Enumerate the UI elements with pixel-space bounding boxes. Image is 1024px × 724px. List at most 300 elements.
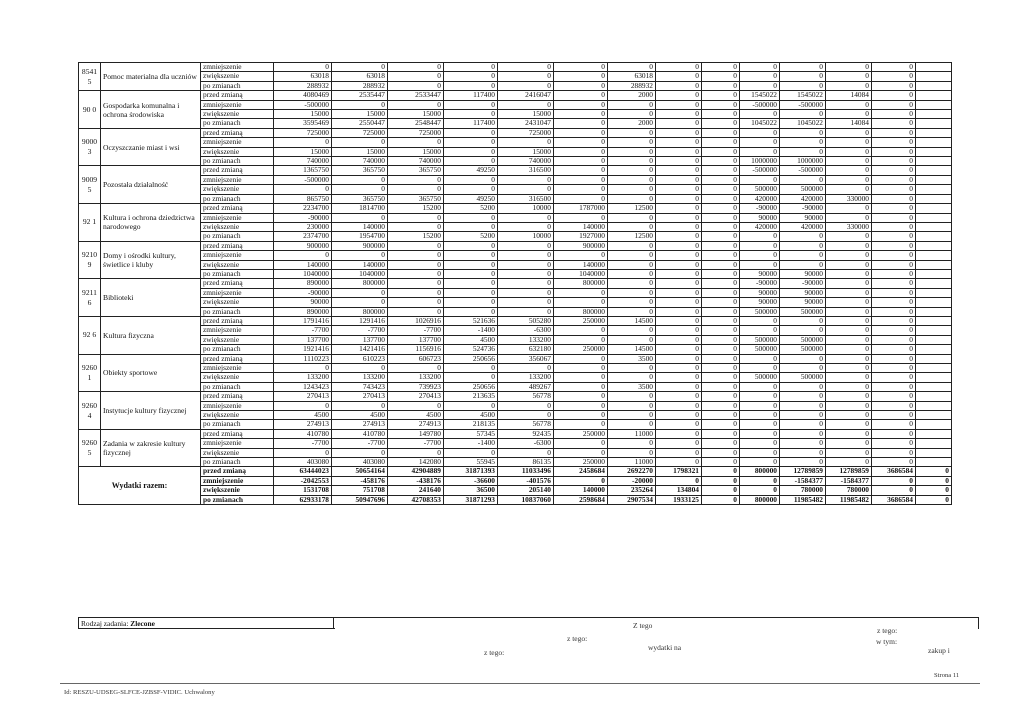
total-cell: 205140 (498, 486, 554, 495)
value-cell: 0 (872, 429, 916, 438)
value-cell: 0 (498, 63, 554, 72)
value-cell: 420000 (740, 222, 780, 231)
row-label: zwiększenie (201, 411, 274, 420)
value-cell (916, 72, 952, 81)
value-cell: 0 (608, 326, 656, 335)
total-cell: 2907534 (608, 495, 656, 504)
value-cell: 0 (388, 81, 444, 90)
value-cell: 0 (826, 392, 872, 401)
value-cell: 420000 (780, 222, 826, 231)
value-cell: 0 (872, 420, 916, 429)
row-label: zwiększenie (201, 72, 274, 81)
value-cell: 0 (608, 175, 656, 184)
value-cell: 0 (498, 411, 554, 420)
value-cell: 0 (872, 335, 916, 344)
value-cell: 90000 (740, 288, 780, 297)
value-cell: 0 (608, 166, 656, 175)
section-code: 9260 5 (79, 429, 101, 467)
value-cell: 0 (656, 392, 702, 401)
value-cell: 0 (702, 269, 740, 278)
value-cell: 140000 (274, 260, 332, 269)
value-cell (916, 128, 952, 137)
value-cell: 15000 (498, 110, 554, 119)
value-cell: 86135 (498, 458, 554, 467)
value-cell (916, 288, 952, 297)
total-cell: 63444023 (274, 467, 332, 476)
total-cell: -36600 (444, 476, 498, 485)
value-cell: 14500 (608, 345, 656, 354)
value-cell: -7700 (388, 326, 444, 335)
row-label: zmniejszenie (201, 476, 274, 485)
value-cell: 0 (740, 260, 780, 269)
value-cell: 0 (740, 429, 780, 438)
value-cell: 0 (554, 128, 608, 137)
value-cell: 0 (872, 175, 916, 184)
value-cell: 0 (656, 72, 702, 81)
value-cell: 0 (826, 213, 872, 222)
value-cell: 0 (498, 279, 554, 288)
table-row (79, 91, 952, 100)
value-cell: 0 (444, 100, 498, 109)
value-cell: 2416047 (498, 91, 554, 100)
total-cell: 42904889 (388, 467, 444, 476)
table-row (79, 185, 952, 194)
value-cell: 0 (608, 100, 656, 109)
table-row (79, 335, 952, 344)
value-cell: 0 (826, 401, 872, 410)
value-cell: 365750 (332, 194, 388, 203)
row-label: przed zmianą (201, 429, 274, 438)
table-row (79, 269, 952, 278)
value-cell: 0 (872, 392, 916, 401)
value-cell: 0 (656, 279, 702, 288)
value-cell: 0 (740, 392, 780, 401)
value-cell: 410780 (274, 429, 332, 438)
table-row (79, 448, 952, 457)
value-cell: 0 (608, 194, 656, 203)
row-label: zwiększenie (201, 185, 274, 194)
value-cell: 0 (608, 222, 656, 231)
value-cell: 0 (444, 147, 498, 156)
value-cell: 4500 (274, 411, 332, 420)
table-row (79, 458, 952, 467)
value-cell: 0 (656, 269, 702, 278)
value-cell: 0 (780, 260, 826, 269)
value-cell: 0 (826, 147, 872, 156)
section-code: 9009 5 (79, 166, 101, 204)
value-cell: 0 (274, 63, 332, 72)
row-label: przed zmianą (201, 316, 274, 325)
value-cell: 0 (702, 194, 740, 203)
value-cell: 2000 (608, 119, 656, 128)
value-cell: 11000 (608, 458, 656, 467)
page-number: Strona 11 (934, 672, 960, 679)
value-cell (916, 110, 952, 119)
value-cell: 0 (872, 373, 916, 382)
value-cell: 0 (444, 448, 498, 457)
value-cell: 0 (388, 138, 444, 147)
value-cell: 0 (702, 373, 740, 382)
total-cell: 50947696 (332, 495, 388, 504)
value-cell: 0 (740, 458, 780, 467)
w-tym-label: w tym: (876, 637, 898, 646)
section-code: 8541 5 (79, 63, 101, 91)
value-cell: 800000 (554, 279, 608, 288)
value-cell (916, 222, 952, 231)
value-cell: -90000 (740, 279, 780, 288)
value-cell: 2374700 (274, 232, 332, 241)
value-cell: 2431047 (498, 119, 554, 128)
value-cell (916, 63, 952, 72)
value-cell: 505280 (498, 316, 554, 325)
value-cell: 0 (444, 288, 498, 297)
total-cell: 0 (740, 476, 780, 485)
value-cell: 0 (608, 269, 656, 278)
value-cell: 0 (702, 91, 740, 100)
value-cell: 500000 (740, 185, 780, 194)
z-tego-label-1: z tego: (484, 648, 505, 657)
value-cell: 0 (444, 213, 498, 222)
z-tego-label-3: z tego: (877, 626, 898, 635)
row-label: zwiększenie (201, 222, 274, 231)
value-cell: 0 (656, 316, 702, 325)
value-cell: 0 (608, 448, 656, 457)
value-cell (916, 138, 952, 147)
section-code: 9000 3 (79, 128, 101, 166)
value-cell: 1040000 (274, 269, 332, 278)
value-cell: 0 (702, 382, 740, 391)
value-cell: 0 (388, 288, 444, 297)
total-cell: 62933178 (274, 495, 332, 504)
value-cell: 420000 (780, 194, 826, 203)
value-cell: 0 (498, 213, 554, 222)
value-cell: 0 (608, 63, 656, 72)
value-cell: 0 (872, 269, 916, 278)
total-cell: 3686584 (872, 495, 916, 504)
value-cell: -500000 (780, 100, 826, 109)
value-cell: 0 (780, 458, 826, 467)
value-cell: 14084 (826, 119, 872, 128)
value-cell: 0 (656, 411, 702, 420)
row-label: po zmianach (201, 382, 274, 391)
value-cell: -500000 (740, 100, 780, 109)
value-cell: 0 (872, 411, 916, 420)
value-cell: 0 (388, 279, 444, 288)
value-cell: 0 (872, 194, 916, 203)
total-cell: 134804 (656, 486, 702, 495)
value-cell: 133200 (498, 373, 554, 382)
value-cell: 403080 (332, 458, 388, 467)
value-cell: -1400 (444, 326, 498, 335)
value-cell: 0 (444, 138, 498, 147)
value-cell: 0 (444, 298, 498, 307)
value-cell: 0 (740, 232, 780, 241)
value-cell: 403080 (274, 458, 332, 467)
value-cell: 610223 (332, 354, 388, 363)
table-row (79, 392, 952, 401)
value-cell: 0 (444, 63, 498, 72)
value-cell: 0 (608, 110, 656, 119)
value-cell: 0 (498, 269, 554, 278)
value-cell: 0 (826, 175, 872, 184)
total-row (79, 476, 952, 485)
value-cell: 0 (656, 458, 702, 467)
value-cell: 500000 (740, 373, 780, 382)
total-cell: 235264 (608, 486, 656, 495)
value-cell: 10000 (498, 232, 554, 241)
value-cell: 500000 (780, 185, 826, 194)
value-cell: 0 (554, 72, 608, 81)
value-cell: 0 (498, 222, 554, 231)
value-cell (916, 335, 952, 344)
value-cell: 0 (554, 213, 608, 222)
value-cell: 5200 (444, 204, 498, 213)
total-row (79, 486, 952, 495)
value-cell: 2533447 (388, 91, 444, 100)
table-row (79, 373, 952, 382)
value-cell: 0 (872, 382, 916, 391)
value-cell: 0 (274, 138, 332, 147)
table-row (79, 81, 952, 90)
row-label: po zmianach (201, 119, 274, 128)
row-label: zmniejszenie (201, 100, 274, 109)
value-cell: 0 (388, 175, 444, 184)
value-cell: 0 (702, 288, 740, 297)
value-cell: 133200 (332, 373, 388, 382)
document-id: Id: RESZU-UDSEG-SLFCE-JZBSF-VIDIC. Uchwalony (64, 689, 215, 696)
value-cell (916, 345, 952, 354)
row-label: po zmianach (201, 157, 274, 166)
value-cell (916, 307, 952, 316)
table-row (79, 439, 952, 448)
row-label: po zmianach (201, 420, 274, 429)
value-cell: 0 (780, 241, 826, 250)
value-cell: 0 (608, 420, 656, 429)
value-cell: 0 (656, 110, 702, 119)
value-cell: -6300 (498, 326, 554, 335)
value-cell: 365750 (332, 166, 388, 175)
value-cell: 0 (388, 307, 444, 316)
row-label: przed zmianą (201, 91, 274, 100)
value-cell: 2234700 (274, 204, 332, 213)
value-cell: 0 (826, 100, 872, 109)
value-cell: 0 (656, 345, 702, 354)
value-cell: 0 (498, 251, 554, 260)
value-cell: 0 (872, 307, 916, 316)
value-cell (916, 251, 952, 260)
value-cell: 0 (444, 110, 498, 119)
value-cell: 0 (872, 298, 916, 307)
value-cell: 2548447 (388, 119, 444, 128)
section-name: Obiekty sportowe (101, 354, 201, 392)
value-cell (916, 354, 952, 363)
value-cell: 0 (656, 326, 702, 335)
value-cell: 0 (780, 382, 826, 391)
value-cell: 0 (656, 251, 702, 260)
value-cell: 0 (826, 157, 872, 166)
row-label: zmniejszenie (201, 251, 274, 260)
value-cell: -7700 (332, 439, 388, 448)
value-cell: 0 (608, 411, 656, 420)
value-cell: 11000 (608, 429, 656, 438)
value-cell: 149780 (388, 429, 444, 438)
value-cell: 15200 (388, 204, 444, 213)
value-cell: 0 (826, 260, 872, 269)
value-cell: -90000 (780, 279, 826, 288)
value-cell: 0 (498, 175, 554, 184)
value-cell: 0 (702, 241, 740, 250)
value-cell: 0 (702, 204, 740, 213)
value-cell: 0 (498, 364, 554, 373)
value-cell: 0 (444, 373, 498, 382)
value-cell: 0 (274, 364, 332, 373)
value-cell: 49250 (444, 166, 498, 175)
table-row (79, 326, 952, 335)
value-cell: 365750 (388, 166, 444, 175)
row-label: po zmianach (201, 345, 274, 354)
table-row (79, 63, 952, 72)
value-cell: 0 (872, 241, 916, 250)
value-cell: 0 (444, 157, 498, 166)
value-cell (916, 81, 952, 90)
value-cell: 0 (826, 420, 872, 429)
value-cell: 1927000 (554, 232, 608, 241)
value-cell: 0 (332, 213, 388, 222)
value-cell: 4500 (388, 411, 444, 420)
value-cell: 0 (740, 326, 780, 335)
value-cell: 0 (274, 251, 332, 260)
table-row (79, 194, 952, 203)
value-cell: 0 (702, 260, 740, 269)
value-cell: 740000 (498, 157, 554, 166)
value-cell: 0 (608, 364, 656, 373)
value-cell: 0 (702, 138, 740, 147)
value-cell (916, 420, 952, 429)
value-cell: 606723 (388, 354, 444, 363)
value-cell: 12500 (608, 204, 656, 213)
value-cell: 0 (444, 279, 498, 288)
value-cell (916, 298, 952, 307)
row-label: zwiększenie (201, 147, 274, 156)
value-cell: 0 (554, 392, 608, 401)
value-cell: -7700 (274, 326, 332, 335)
value-cell: 0 (498, 288, 554, 297)
section-name: Pomoc materialna dla uczniów (101, 63, 201, 91)
value-cell: 0 (826, 63, 872, 72)
value-cell: 1110223 (274, 354, 332, 363)
section-name: Oczyszczanie miast i wsi (101, 128, 201, 166)
total-cell: 1933125 (656, 495, 702, 504)
value-cell: 15000 (274, 110, 332, 119)
value-cell: 0 (780, 147, 826, 156)
row-label: zwiększenie (201, 486, 274, 495)
value-cell: 0 (656, 166, 702, 175)
value-cell: 0 (826, 232, 872, 241)
value-cell: 0 (554, 166, 608, 175)
value-cell: 0 (554, 298, 608, 307)
section-name: Domy i ośrodki kultury, świetlice i kluby (101, 241, 201, 279)
value-cell: 0 (702, 307, 740, 316)
table-row (79, 354, 952, 363)
value-cell: 1291416 (332, 316, 388, 325)
value-cell: 57345 (444, 429, 498, 438)
value-cell: 0 (872, 222, 916, 231)
value-cell: 0 (872, 119, 916, 128)
value-cell: 0 (608, 373, 656, 382)
value-cell: 0 (656, 119, 702, 128)
value-cell: 890000 (274, 307, 332, 316)
value-cell: 0 (388, 260, 444, 269)
row-label: po zmianach (201, 458, 274, 467)
value-cell: 0 (780, 364, 826, 373)
value-cell: 0 (388, 241, 444, 250)
row-label: po zmianach (201, 269, 274, 278)
value-cell: 90000 (780, 213, 826, 222)
footer-table (78, 617, 979, 629)
value-cell: 524736 (444, 345, 498, 354)
value-cell: 0 (608, 260, 656, 269)
value-cell: 0 (872, 128, 916, 137)
value-cell: 0 (702, 392, 740, 401)
value-cell: 0 (444, 81, 498, 90)
value-cell: 3500 (608, 382, 656, 391)
value-cell: 0 (444, 185, 498, 194)
value-cell: 0 (388, 448, 444, 457)
value-cell (916, 269, 952, 278)
value-cell: 15000 (388, 110, 444, 119)
value-cell: 1954700 (332, 232, 388, 241)
value-cell (916, 364, 952, 373)
value-cell: 0 (608, 185, 656, 194)
section-code: 92 1 (79, 204, 101, 242)
value-cell (916, 91, 952, 100)
value-cell: 316500 (498, 166, 554, 175)
value-cell: 250000 (554, 429, 608, 438)
total-cell: 0 (872, 476, 916, 485)
table-row (79, 175, 952, 184)
total-cell: 0 (656, 476, 702, 485)
value-cell: 270413 (332, 392, 388, 401)
total-cell: 0 (916, 476, 952, 485)
value-cell: 92435 (498, 429, 554, 438)
value-cell: 0 (332, 288, 388, 297)
total-cell: 2598684 (554, 495, 608, 504)
value-cell: 0 (554, 335, 608, 344)
value-cell: 900000 (332, 241, 388, 250)
value-cell: 12500 (608, 232, 656, 241)
value-cell: 500000 (780, 345, 826, 354)
value-cell: 15000 (388, 147, 444, 156)
value-cell: 0 (388, 63, 444, 72)
total-cell: 0 (702, 495, 740, 504)
value-cell: 0 (388, 251, 444, 260)
value-cell: -6300 (498, 439, 554, 448)
total-cell: 0 (740, 486, 780, 495)
total-cell: 0 (554, 476, 608, 485)
value-cell: 420000 (740, 194, 780, 203)
value-cell: 0 (656, 63, 702, 72)
value-cell: 4080469 (274, 91, 332, 100)
total-cell: 2458684 (554, 467, 608, 476)
value-cell (916, 175, 952, 184)
value-cell: 1045022 (740, 119, 780, 128)
value-cell: -500000 (740, 166, 780, 175)
value-cell: 288932 (608, 81, 656, 90)
table-row (79, 119, 952, 128)
value-cell: 0 (702, 345, 740, 354)
value-cell: 0 (740, 110, 780, 119)
table-row (79, 429, 952, 438)
